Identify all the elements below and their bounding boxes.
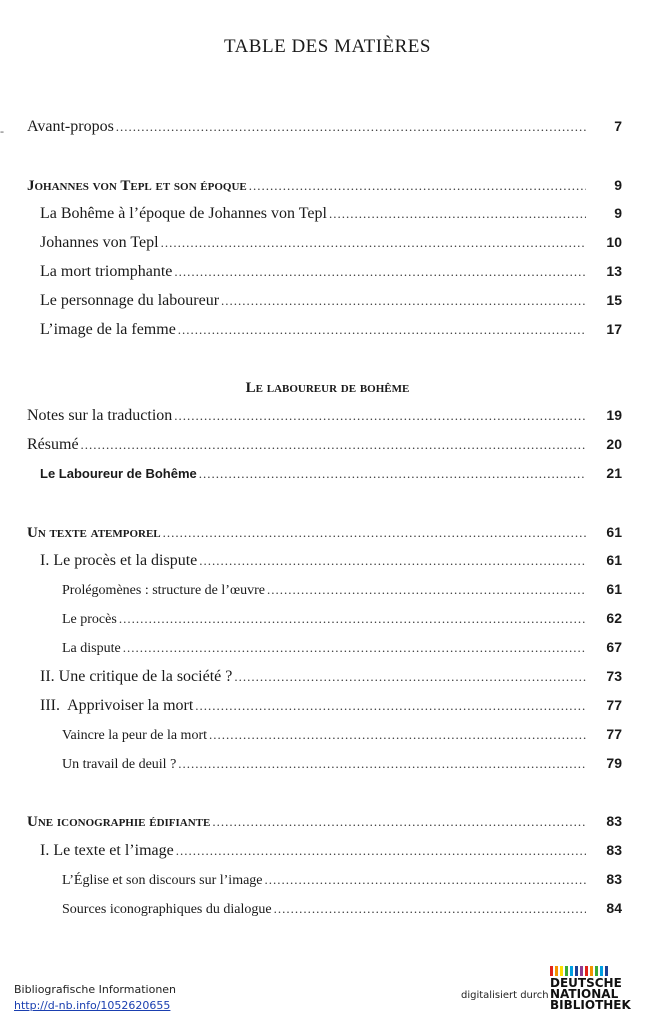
toc-entry[interactable] <box>62 755 622 777</box>
toc-entry-label: Le Laboureur de Bohême <box>40 466 197 481</box>
logo-stripe <box>565 966 568 976</box>
toc-entry[interactable] <box>40 552 622 574</box>
leader-dots <box>161 235 586 251</box>
toc-entry[interactable] <box>62 871 622 893</box>
toc-entry-label: Le personnage du laboureur <box>40 292 220 309</box>
toc-entry-page: 62 <box>606 610 622 626</box>
toc-entry-label: Une iconographie édifiante <box>27 814 211 830</box>
toc-entry-page: 61 <box>606 524 622 540</box>
logo-stripe <box>580 966 583 976</box>
bib-link[interactable]: http://d-nb.info/1052620655 <box>14 999 171 1012</box>
leader-dots <box>209 727 586 743</box>
leader-dots <box>329 206 586 222</box>
leader-dots <box>212 814 586 830</box>
leader-dots <box>267 582 586 598</box>
leader-dots <box>199 553 586 569</box>
bibliographic-info <box>14 982 176 1014</box>
toc-entry-page: 9 <box>614 177 622 193</box>
toc-entry[interactable] <box>40 234 622 256</box>
logo-text <box>550 978 642 1011</box>
toc-entry-label: Johannes von Tepl et son époque <box>27 178 247 194</box>
leader-dots <box>178 756 586 772</box>
toc-entry-label: II. Une critique de la société ? <box>40 668 233 685</box>
toc-entry-page: 19 <box>606 407 622 423</box>
toc-entry-page: 77 <box>606 697 622 713</box>
toc-entry-label: La dispute <box>62 641 121 656</box>
toc-entry-label: La mort triomphante <box>40 263 173 280</box>
toc-entry[interactable] <box>27 436 622 458</box>
leader-dots <box>81 437 586 453</box>
toc-entry-page: 17 <box>606 321 622 337</box>
toc-entry-label: Le procès <box>62 612 117 627</box>
logo-line: DEUTSCHE <box>550 976 622 990</box>
leader-dots <box>234 669 586 685</box>
toc-entry-page: 20 <box>606 436 622 452</box>
toc-entry-page: 73 <box>606 668 622 684</box>
toc-entry-label: Avant-propos <box>27 118 114 135</box>
toc-entry-page: 83 <box>606 842 622 858</box>
toc-entry-page: 10 <box>606 234 622 250</box>
toc-entry-label: Vaincre la peur de la mort <box>62 728 207 743</box>
toc-entry[interactable] <box>27 407 622 429</box>
toc-entry[interactable] <box>62 900 622 922</box>
logo-stripe <box>570 966 573 976</box>
leader-dots <box>195 698 586 714</box>
toc-entry-label: Un texte atemporel <box>27 525 161 541</box>
leader-dots <box>116 119 586 135</box>
toc-entry-label: III. Apprivoiser la mort <box>40 697 194 714</box>
toc-entry[interactable] <box>27 813 622 835</box>
toc-entry-page: 83 <box>606 871 622 887</box>
toc-entry-label: I. Le texte et l’image <box>40 842 174 859</box>
logo-stripe <box>590 966 593 976</box>
toc-entry-page: 77 <box>606 726 622 742</box>
toc-entry[interactable] <box>62 726 622 748</box>
leader-dots <box>249 178 586 194</box>
toc-entry-label: Un travail de deuil ? <box>62 757 177 772</box>
toc-entry[interactable] <box>40 205 622 227</box>
leader-dots <box>199 466 586 482</box>
toc-entry[interactable] <box>40 465 622 487</box>
logo-line: BIBLIOTHEK <box>550 998 631 1012</box>
toc-entry-label: Johannes von Tepl <box>40 234 159 251</box>
logo-line: NATIONAL <box>550 987 619 1001</box>
section-heading: Le laboureur de bohême <box>245 380 410 396</box>
toc-entry-page: 61 <box>606 581 622 597</box>
toc-entry[interactable] <box>40 263 622 285</box>
logo-stripe <box>555 966 558 976</box>
toc-entry[interactable] <box>40 697 622 719</box>
toc-entry-page: 13 <box>606 263 622 279</box>
logo-stripe <box>575 966 578 976</box>
toc-entry-label: I. Le procès et la dispute <box>40 552 198 569</box>
leader-dots <box>119 611 586 627</box>
leader-dots <box>174 408 586 424</box>
toc-entry[interactable] <box>40 292 622 314</box>
page-title: TABLE DES MATIÈRES <box>224 36 431 57</box>
toc-entry-label: La Bohême à l’époque de Johannes von Tepl <box>40 205 327 222</box>
toc-entry-page: 67 <box>606 639 622 655</box>
toc-entry-page: 84 <box>606 900 622 916</box>
bib-label: Bibliografische Informationen <box>14 983 177 996</box>
leader-dots <box>265 872 586 888</box>
toc-entry-label: Sources iconographiques du dialogue <box>62 902 272 917</box>
logo-stripe <box>560 966 563 976</box>
leader-dots <box>123 640 586 656</box>
logo-stripes <box>550 966 642 976</box>
logo-stripe <box>595 966 598 976</box>
logo-stripe <box>550 966 553 976</box>
toc-entry-page: 7 <box>614 118 622 134</box>
toc-entry[interactable] <box>27 118 622 140</box>
toc-entry-page: 83 <box>606 813 622 829</box>
toc-entry[interactable] <box>40 842 622 864</box>
logo-stripe <box>605 966 608 976</box>
leader-dots <box>174 264 586 280</box>
toc-entry[interactable] <box>62 610 622 632</box>
toc-entry-label: Résumé <box>27 436 79 453</box>
leader-dots <box>176 843 586 859</box>
leader-dots <box>274 901 586 917</box>
toc-entry[interactable] <box>62 639 622 661</box>
toc-entry-label: L’image de la femme <box>40 321 176 338</box>
digitized-by-label: digitalisiert durch <box>461 990 549 1001</box>
toc-entry-label: Notes sur la traduction <box>27 407 173 424</box>
toc-entry-page: 15 <box>606 292 622 308</box>
toc-entry[interactable] <box>40 668 622 690</box>
toc-entry[interactable] <box>62 581 622 603</box>
toc-entry[interactable] <box>27 177 622 199</box>
toc-entry[interactable] <box>27 524 622 546</box>
logo-stripe <box>600 966 603 976</box>
toc-entry[interactable] <box>40 321 622 343</box>
margin-mark: - <box>0 124 4 138</box>
toc-entry-label: Prolégomènes : structure de l’œuvre <box>62 583 265 598</box>
toc-entry-page: 21 <box>606 465 622 481</box>
logo-stripe <box>585 966 588 976</box>
leader-dots <box>163 525 586 541</box>
dnb-logo <box>550 966 642 1016</box>
leader-dots <box>221 293 586 309</box>
toc-entry-label: L’Église et son discours sur l’image <box>62 873 263 888</box>
toc-entry-page: 61 <box>606 552 622 568</box>
toc-entry-page: 79 <box>606 755 622 771</box>
leader-dots <box>178 322 586 338</box>
toc-entry-page: 9 <box>614 205 622 221</box>
